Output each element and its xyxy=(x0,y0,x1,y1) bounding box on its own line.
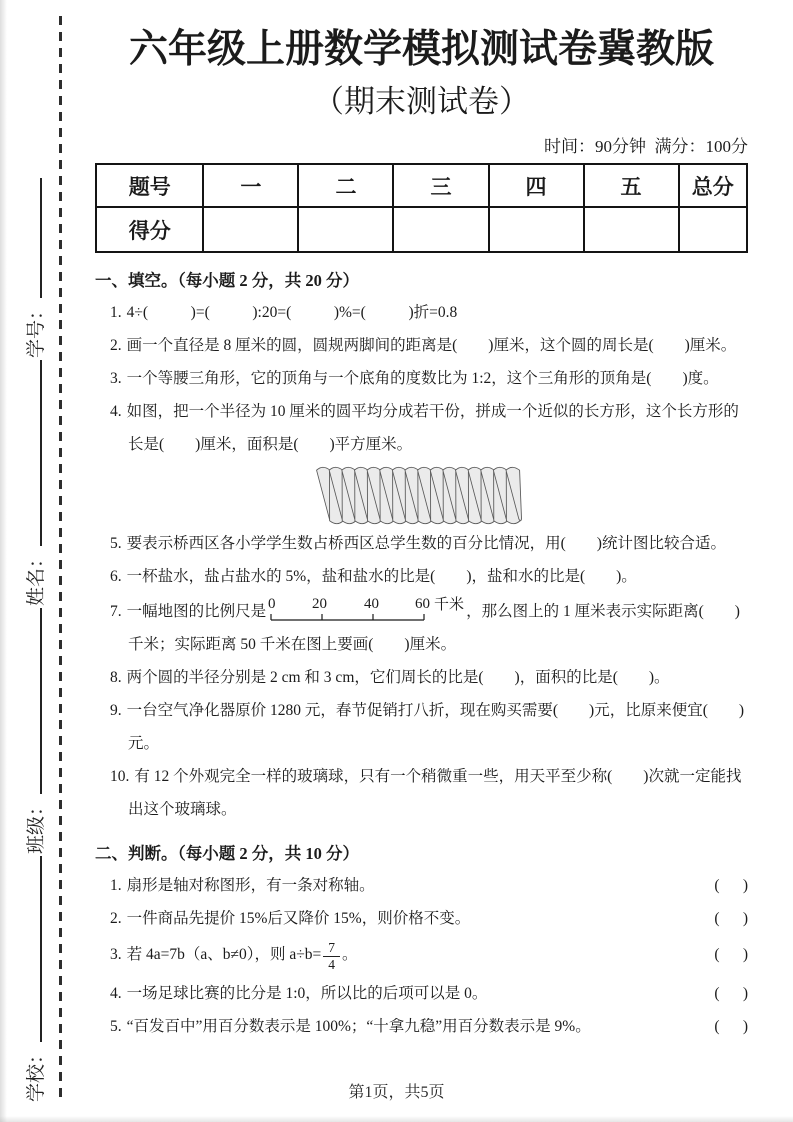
question-text xyxy=(110,1010,591,1043)
question-text: 两个圆的半径分别是 2 cm 和 3 cm，它们周长的比是( )，面积的比是( )。 xyxy=(126,669,670,686)
seal-label-class: 班级： xyxy=(26,796,47,854)
score-cell xyxy=(489,207,584,252)
answer-parentheses: ( ) xyxy=(714,984,748,1002)
fill-blank-question-7 xyxy=(110,593,748,661)
answer-parentheses: ( ) xyxy=(714,946,748,963)
question-number: 9. xyxy=(110,702,122,719)
question-text: 有 12 个外观完全一样的玻璃球，只有一个稍微重一些，用天平至少称( )次就一定能找出这个玻璃球。 xyxy=(128,768,742,818)
exam-content xyxy=(95,0,748,1043)
question-body-post: 。 xyxy=(342,946,358,963)
score-table xyxy=(95,163,748,253)
score-row-label-cell: 得分 xyxy=(96,207,203,252)
page-subtitle: （期末测试卷） xyxy=(313,84,530,119)
question-text: 画一个直径是 8 厘米的圆，圆规两脚间的距离是( )厘米，这个圆的周长是( )厘米。 xyxy=(126,337,737,354)
fraction-numerator: 7 xyxy=(323,940,340,957)
question-number: 2. xyxy=(110,337,122,354)
fraction-seven-fourths xyxy=(323,940,340,972)
answer-parentheses: ( ) xyxy=(714,1017,748,1035)
exam-time-score-meta: 时间：90分钟 满分：100分 xyxy=(544,137,748,156)
question-text: 要表示桥西区各小学学生数占桥西区总学生数的百分比情况，用( )统计图比较合适。 xyxy=(126,535,726,552)
section-1-heading: 一、填空。（每小题 2 分，共 20 分） xyxy=(95,271,359,290)
question-number: 3. xyxy=(110,370,122,387)
question-body: “百发百中”用百分数表示是 100%；“十拿九稳”用百分数表示是 9%。 xyxy=(126,1017,591,1035)
scale-unit-label: 千米 xyxy=(434,597,465,613)
answer-parentheses: ( ) xyxy=(714,877,748,894)
question-number: 8. xyxy=(110,669,122,686)
fill-blank-question-1 xyxy=(110,296,748,329)
scale-label-20: 20 xyxy=(312,596,328,612)
seal-label-student-id: 学号： xyxy=(26,300,47,358)
question-text-pre: 一幅地图的比例尺是 xyxy=(126,603,267,620)
judgment-question-5 xyxy=(110,1010,748,1043)
answer-parentheses: ( ) xyxy=(714,910,748,927)
question-number: 5. xyxy=(110,535,122,552)
score-table-col-2: 二 xyxy=(298,164,393,207)
question-body: 扇形是轴对称图形，有一条对称轴。 xyxy=(126,877,375,894)
question-text xyxy=(110,902,470,935)
scale-label-60: 60 xyxy=(415,596,431,612)
seal-blank-class xyxy=(21,608,42,794)
question-text-post: ，那么图上的 1 厘米表示实际距离( )千米；实际距离 50 千米在图上要画( )厘米。 xyxy=(128,603,740,653)
judgment-question-1 xyxy=(110,869,748,902)
question-text: 一个等腰三角形，它的顶角与一个底角的度数比为 1:2，这个三角形的顶角是( )度。 xyxy=(126,370,719,387)
score-table-col-3: 三 xyxy=(393,164,488,207)
fill-blank-question-4 xyxy=(110,395,748,461)
score-cell xyxy=(298,207,393,252)
fill-blank-question-8 xyxy=(110,661,748,694)
question-number: 6. xyxy=(110,568,122,585)
question-text: 一杯盐水，盐占盐水的 5%，盐和盐水的比是( )，盐和水的比是( )。 xyxy=(126,568,637,585)
seal-blank-school xyxy=(21,856,42,1042)
question-number: 1. xyxy=(110,877,122,894)
question-text xyxy=(110,938,358,973)
question-number: 10. xyxy=(110,768,130,785)
question-number: 5. xyxy=(110,1017,122,1035)
fill-blank-question-5 xyxy=(110,527,748,560)
judgment-question-4 xyxy=(110,977,748,1010)
score-table-col-5: 五 xyxy=(584,164,679,207)
seal-info-line xyxy=(21,86,51,1102)
seal-dashed-line xyxy=(59,16,62,1098)
question-text xyxy=(110,869,375,902)
section-2-heading: 二、判断。（每小题 2 分，共 10 分） xyxy=(95,844,359,863)
fill-blank-question-9 xyxy=(110,694,748,760)
judgment-question-2 xyxy=(110,902,748,935)
score-table-col-1: 一 xyxy=(203,164,298,207)
seal-blank-student-id xyxy=(21,178,42,298)
question-number: 7. xyxy=(110,603,122,620)
score-table-corner-cell: 题号 xyxy=(96,164,203,207)
question-text: 一台空气净化器原价 1280 元，春节促销打八折，现在购买需要( )元，比原来便宜( )元。 xyxy=(126,702,745,752)
score-cell xyxy=(584,207,679,252)
score-cell xyxy=(203,207,298,252)
score-table-header-row xyxy=(96,164,747,207)
question-number: 4. xyxy=(110,403,122,420)
question-body-pre: 若 4a=7b（a、b≠0），则 a÷b= xyxy=(126,946,322,963)
question-text: 如图，把一个半径为 10 厘米的圆平均分成若干份，拼成一个近似的长方形，这个长方形的长是( )厘米，面积是( )平方厘米。 xyxy=(126,403,739,453)
question-body: 一件商品先提价 15%后又降价 15%，则价格不变。 xyxy=(126,910,471,927)
page-footer: 第1页，共5页 xyxy=(348,1084,445,1101)
score-table-col-total: 总分 xyxy=(679,164,747,207)
scale-label-0: 0 xyxy=(268,596,276,612)
score-cell xyxy=(393,207,488,252)
fraction-denominator: 4 xyxy=(328,957,336,972)
score-cell xyxy=(679,207,747,252)
question-text xyxy=(110,977,487,1010)
question-body: 一场足球比赛的比分是 1:0，所以比的后项可以是 0。 xyxy=(126,984,488,1002)
question-number: 2. xyxy=(110,910,122,927)
seal-label-school: 学校： xyxy=(26,1044,47,1102)
fill-blank-question-2 xyxy=(110,329,748,362)
seal-field-school xyxy=(21,854,51,1102)
fill-blank-question-6 xyxy=(110,560,748,593)
map-scale-bar-figure xyxy=(266,593,466,625)
score-table-score-row xyxy=(96,207,747,252)
seal-blank-name xyxy=(21,360,42,546)
score-table-col-4: 四 xyxy=(489,164,584,207)
question-text: 4÷( )=( ):20=( )%=( )折=0.8 xyxy=(126,304,458,321)
seal-label-name: 姓名： xyxy=(26,548,47,606)
question-number: 3. xyxy=(110,946,122,963)
question-number: 1. xyxy=(110,304,122,321)
sectors-figure-svg xyxy=(320,463,524,527)
seal-field-name xyxy=(21,358,51,606)
fill-blank-question-3 xyxy=(110,362,748,395)
judgment-question-3 xyxy=(110,938,748,973)
seal-field-student-id xyxy=(21,176,51,358)
seal-field-class xyxy=(21,606,51,854)
circle-sectors-figure xyxy=(95,463,748,527)
question-number: 4. xyxy=(110,984,122,1002)
page-title: 六年级上册数学模拟测试卷冀教版 xyxy=(128,28,714,71)
fill-blank-question-10 xyxy=(110,760,748,826)
scale-label-40: 40 xyxy=(364,596,380,612)
